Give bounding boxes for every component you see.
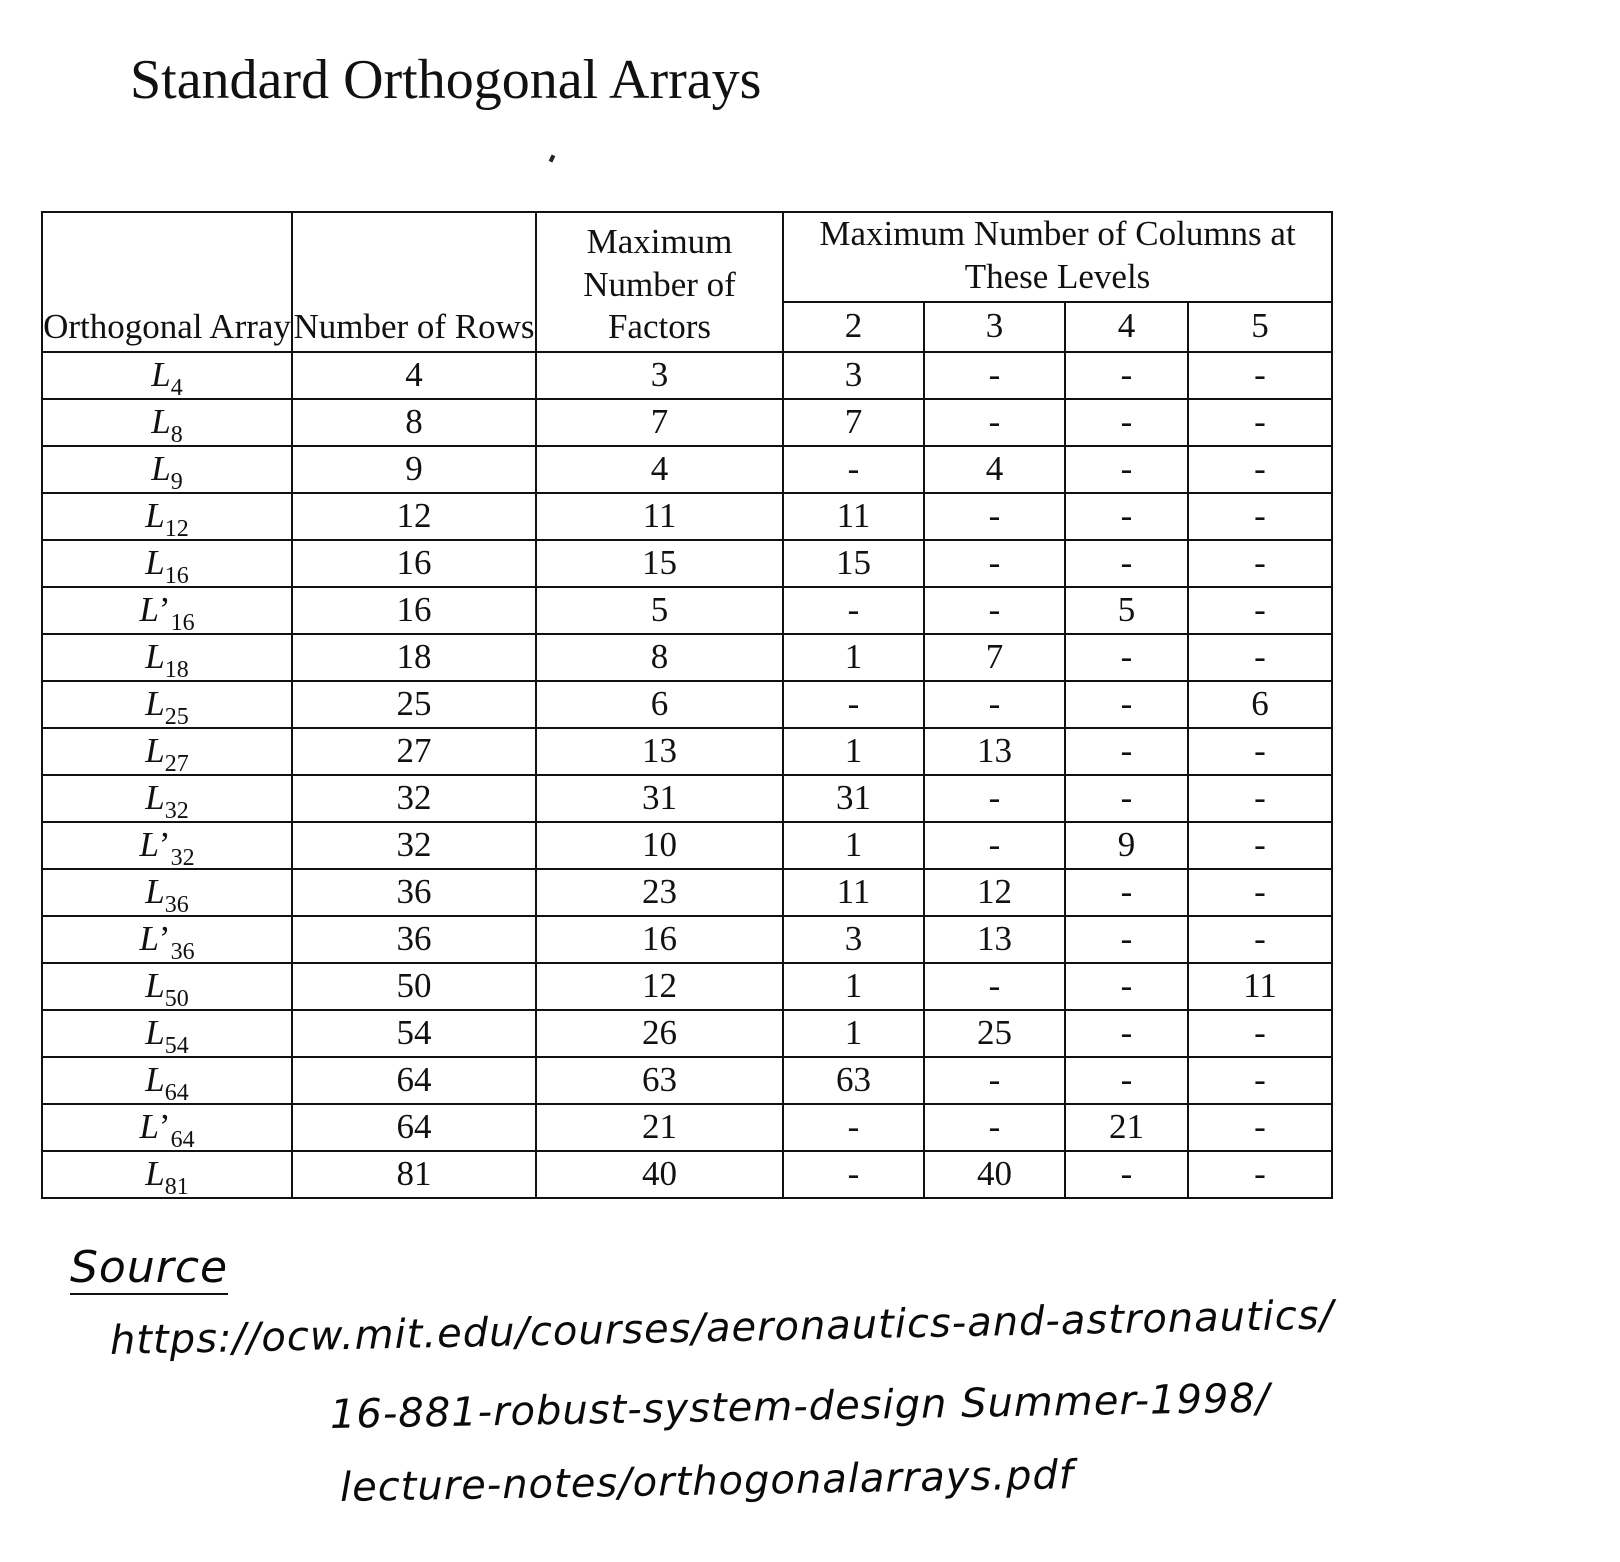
- handwritten-source-label: Source: [70, 1245, 228, 1295]
- cell-level-3: -: [924, 822, 1065, 869]
- cell-level-3: -: [924, 775, 1065, 822]
- array-letter: L: [145, 496, 165, 536]
- cell-level-3: 13: [924, 728, 1065, 775]
- header-level-3: 3: [924, 302, 1065, 352]
- array-prime: ’: [158, 590, 171, 630]
- cell-number-of-rows: 32: [292, 775, 536, 822]
- cell-level-5: -: [1188, 446, 1332, 493]
- cell-array-name: [42, 1010, 292, 1060]
- cell-number-of-rows: 16: [292, 540, 536, 587]
- array-letter: L: [151, 355, 171, 395]
- cell-level-5: -: [1188, 352, 1332, 399]
- cell-level-4: -: [1065, 399, 1188, 446]
- cell-level-4: -: [1065, 446, 1188, 493]
- table-row: [42, 963, 1332, 1010]
- cell-level-2: 63: [783, 1057, 924, 1104]
- array-prime: ’: [158, 1107, 171, 1147]
- header-level-5: 5: [1188, 302, 1332, 352]
- cell-level-5: -: [1188, 822, 1332, 869]
- cell-array-name: [42, 399, 292, 449]
- table-row: [42, 1057, 1332, 1104]
- cell-number-of-rows: 8: [292, 399, 536, 446]
- cell-level-2: 1: [783, 1010, 924, 1057]
- cell-level-4: -: [1065, 1057, 1188, 1104]
- cell-max-factors: 13: [536, 728, 783, 775]
- array-letter: L: [145, 1013, 165, 1053]
- scan-speck: [549, 154, 556, 162]
- cell-number-of-rows: 50: [292, 963, 536, 1010]
- cell-max-factors: 6: [536, 681, 783, 728]
- header-row-top: [42, 212, 1332, 302]
- cell-level-4: -: [1065, 681, 1188, 728]
- table-row: [42, 399, 1332, 446]
- array-subscript: 32: [170, 845, 195, 872]
- header-orthogonal-array: Orthogonal Array: [42, 212, 292, 352]
- table-row: [42, 493, 1332, 540]
- array-subscript: 27: [164, 751, 189, 778]
- handwritten-source-line-3: lecture-notes/orthogonalarrays.pdf: [339, 1452, 1075, 1511]
- cell-level-5: -: [1188, 1057, 1332, 1104]
- cell-number-of-rows: 18: [292, 634, 536, 681]
- cell-array-name: [42, 634, 292, 684]
- cell-level-2: -: [783, 1151, 924, 1198]
- table-row: [42, 587, 1332, 634]
- array-subscript: 8: [170, 422, 183, 449]
- array-letter: L: [145, 1154, 165, 1194]
- cell-level-2: -: [783, 681, 924, 728]
- cell-number-of-rows: 81: [292, 1151, 536, 1198]
- cell-number-of-rows: 36: [292, 916, 536, 963]
- array-letter: L: [145, 731, 165, 771]
- cell-array-name: [42, 775, 292, 825]
- cell-level-4: -: [1065, 728, 1188, 775]
- table-row: [42, 728, 1332, 775]
- cell-array-name: [42, 916, 292, 966]
- cell-max-factors: 12: [536, 963, 783, 1010]
- cell-level-5: -: [1188, 916, 1332, 963]
- cell-level-3: 13: [924, 916, 1065, 963]
- cell-number-of-rows: 54: [292, 1010, 536, 1057]
- cell-level-3: -: [924, 1057, 1065, 1104]
- cell-array-name: [42, 446, 292, 496]
- table-row: [42, 775, 1332, 822]
- cell-level-5: -: [1188, 1151, 1332, 1198]
- array-letter: L: [139, 825, 159, 865]
- cell-level-4: -: [1065, 1151, 1188, 1198]
- cell-level-2: 3: [783, 916, 924, 963]
- cell-level-2: -: [783, 1104, 924, 1151]
- cell-array-name: [42, 1151, 292, 1201]
- cell-level-3: 4: [924, 446, 1065, 493]
- cell-max-factors: 7: [536, 399, 783, 446]
- array-subscript: 16: [164, 563, 189, 590]
- array-subscript: 32: [164, 798, 189, 825]
- cell-level-2: 1: [783, 634, 924, 681]
- cell-level-4: 21: [1065, 1104, 1188, 1151]
- cell-level-4: -: [1065, 869, 1188, 916]
- array-letter: L: [139, 919, 159, 959]
- cell-level-5: -: [1188, 728, 1332, 775]
- cell-level-2: 1: [783, 822, 924, 869]
- cell-array-name: [42, 493, 292, 543]
- array-subscript: 50: [164, 986, 189, 1013]
- cell-number-of-rows: 4: [292, 352, 536, 399]
- header-max-factors: Maximum Number of Factors: [536, 212, 783, 352]
- cell-level-3: -: [924, 587, 1065, 634]
- cell-level-2: 1: [783, 963, 924, 1010]
- cell-level-2: 11: [783, 869, 924, 916]
- cell-level-4: -: [1065, 493, 1188, 540]
- cell-max-factors: 11: [536, 493, 783, 540]
- cell-level-5: 11: [1188, 963, 1332, 1010]
- table-body: [42, 352, 1332, 1201]
- cell-level-4: -: [1065, 540, 1188, 587]
- cell-level-5: 6: [1188, 681, 1332, 728]
- cell-level-4: -: [1065, 963, 1188, 1010]
- table-row: [42, 446, 1332, 493]
- table-row: [42, 1104, 1332, 1151]
- array-letter: L: [139, 590, 159, 630]
- table-row: [42, 1151, 1332, 1198]
- cell-max-factors: 16: [536, 916, 783, 963]
- array-subscript: 81: [164, 1174, 189, 1201]
- cell-number-of-rows: 27: [292, 728, 536, 775]
- table-row: [42, 1010, 1332, 1057]
- cell-max-factors: 31: [536, 775, 783, 822]
- cell-level-2: -: [783, 446, 924, 493]
- handwritten-source-line-2: 16-881-robust-system-design Summer-1998/: [329, 1375, 1271, 1438]
- array-prime: ’: [158, 825, 171, 865]
- cell-level-3: 7: [924, 634, 1065, 681]
- array-letter: L: [145, 872, 165, 912]
- cell-array-name: [42, 352, 292, 402]
- cell-level-5: -: [1188, 587, 1332, 634]
- array-prime: ’: [158, 919, 171, 959]
- table-row: [42, 681, 1332, 728]
- array-letter: L: [151, 402, 171, 442]
- cell-number-of-rows: 64: [292, 1057, 536, 1104]
- table-row: [42, 869, 1332, 916]
- cell-number-of-rows: 36: [292, 869, 536, 916]
- cell-level-4: -: [1065, 352, 1188, 399]
- cell-max-factors: 63: [536, 1057, 783, 1104]
- cell-level-3: -: [924, 493, 1065, 540]
- cell-array-name: [42, 728, 292, 778]
- cell-max-factors: 23: [536, 869, 783, 916]
- cell-level-2: 31: [783, 775, 924, 822]
- array-letter: L: [145, 684, 165, 724]
- header-number-of-rows: Number of Rows: [292, 212, 536, 352]
- cell-max-factors: 3: [536, 352, 783, 399]
- array-letter: L: [145, 1060, 165, 1100]
- table-row: [42, 352, 1332, 399]
- cell-number-of-rows: 25: [292, 681, 536, 728]
- cell-level-4: 5: [1065, 587, 1188, 634]
- cell-max-factors: 26: [536, 1010, 783, 1057]
- cell-number-of-rows: 32: [292, 822, 536, 869]
- cell-max-factors: 10: [536, 822, 783, 869]
- cell-level-2: -: [783, 587, 924, 634]
- cell-level-3: -: [924, 681, 1065, 728]
- array-letter: L: [145, 543, 165, 583]
- cell-level-2: 15: [783, 540, 924, 587]
- array-letter: L: [145, 778, 165, 818]
- array-subscript: 18: [164, 657, 189, 684]
- cell-array-name: [42, 587, 292, 637]
- cell-number-of-rows: 12: [292, 493, 536, 540]
- table-row: [42, 916, 1332, 963]
- cell-array-name: [42, 1104, 292, 1154]
- header-level-4: 4: [1065, 302, 1188, 352]
- cell-number-of-rows: 16: [292, 587, 536, 634]
- array-letter: L: [151, 449, 171, 489]
- cell-level-4: -: [1065, 634, 1188, 681]
- array-letter: L: [145, 637, 165, 677]
- array-subscript: 25: [164, 704, 189, 731]
- page-title: Standard Orthogonal Arrays: [130, 49, 762, 111]
- header-level-2: 2: [783, 302, 924, 352]
- cell-level-4: -: [1065, 916, 1188, 963]
- cell-level-5: -: [1188, 540, 1332, 587]
- cell-level-5: -: [1188, 1010, 1332, 1057]
- cell-level-4: -: [1065, 775, 1188, 822]
- array-subscript: 36: [164, 892, 189, 919]
- array-subscript: 64: [170, 1127, 195, 1154]
- cell-number-of-rows: 9: [292, 446, 536, 493]
- cell-level-2: 11: [783, 493, 924, 540]
- cell-level-3: 25: [924, 1010, 1065, 1057]
- cell-level-2: 7: [783, 399, 924, 446]
- cell-level-3: 40: [924, 1151, 1065, 1198]
- cell-level-4: 9: [1065, 822, 1188, 869]
- array-letter: L: [145, 966, 165, 1006]
- array-subscript: 54: [164, 1033, 189, 1060]
- array-subscript: 16: [170, 610, 195, 637]
- cell-number-of-rows: 64: [292, 1104, 536, 1151]
- array-subscript: 36: [170, 939, 195, 966]
- cell-max-factors: 8: [536, 634, 783, 681]
- cell-level-5: -: [1188, 493, 1332, 540]
- cell-level-3: -: [924, 352, 1065, 399]
- cell-level-5: -: [1188, 634, 1332, 681]
- cell-level-3: -: [924, 1104, 1065, 1151]
- cell-max-factors: 5: [536, 587, 783, 634]
- table-row: [42, 634, 1332, 681]
- cell-array-name: [42, 822, 292, 872]
- handwritten-source-line-1: https://ocw.mit.edu/courses/aeronautics-and-astronautics/: [109, 1292, 1335, 1364]
- cell-level-3: -: [924, 540, 1065, 587]
- array-subscript: 9: [170, 469, 183, 496]
- table-row: [42, 822, 1332, 869]
- cell-level-5: -: [1188, 775, 1332, 822]
- cell-level-5: -: [1188, 1104, 1332, 1151]
- array-subscript: 12: [164, 516, 189, 543]
- cell-array-name: [42, 681, 292, 731]
- cell-array-name: [42, 540, 292, 590]
- cell-level-3: -: [924, 963, 1065, 1010]
- cell-level-5: -: [1188, 869, 1332, 916]
- cell-level-3: 12: [924, 869, 1065, 916]
- orthogonal-arrays-table: [41, 211, 1333, 1199]
- cell-max-factors: 4: [536, 446, 783, 493]
- array-subscript: 4: [170, 375, 183, 402]
- cell-level-2: 1: [783, 728, 924, 775]
- cell-level-4: -: [1065, 1010, 1188, 1057]
- cell-array-name: [42, 1057, 292, 1107]
- cell-level-5: -: [1188, 399, 1332, 446]
- cell-max-factors: 40: [536, 1151, 783, 1198]
- array-subscript: 64: [164, 1080, 189, 1107]
- cell-level-2: 3: [783, 352, 924, 399]
- cell-array-name: [42, 869, 292, 919]
- header-max-columns-group: Maximum Number of Columns at These Levels: [783, 212, 1332, 302]
- cell-max-factors: 15: [536, 540, 783, 587]
- cell-array-name: [42, 963, 292, 1013]
- cell-level-3: -: [924, 399, 1065, 446]
- array-letter: L: [139, 1107, 159, 1147]
- cell-max-factors: 21: [536, 1104, 783, 1151]
- table-row: [42, 540, 1332, 587]
